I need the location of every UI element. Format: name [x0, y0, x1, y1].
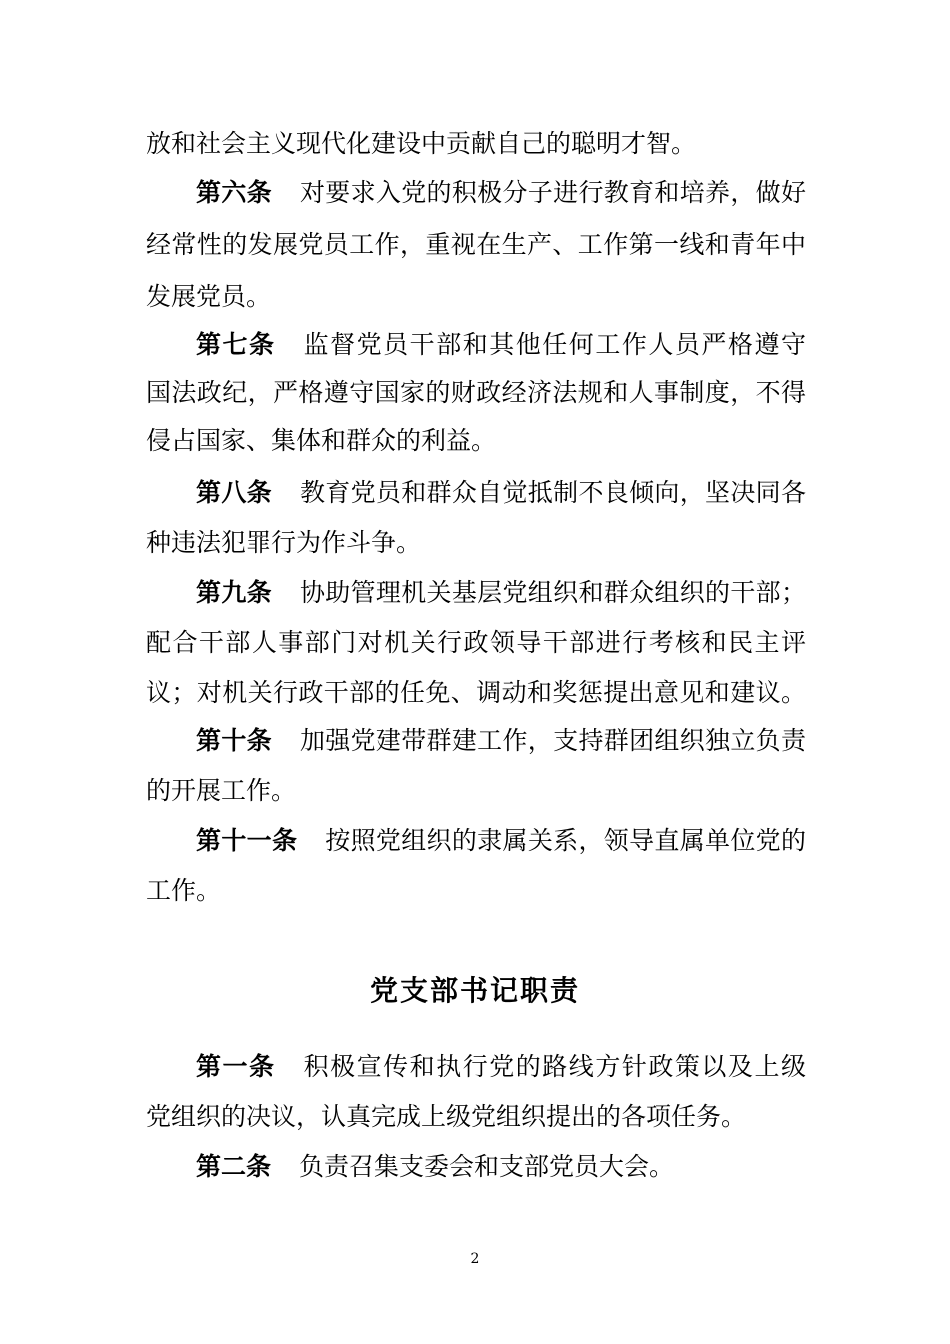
article-9-label: 第九条 — [196, 578, 272, 607]
continuation-line: 放和社会主义现代化建设中贡献自己的聪明才智。 — [146, 129, 697, 158]
article-6-line-2: 经常性的发展党员工作，重视在生产、工作第一线和青年中 — [146, 230, 806, 259]
article-10-label: 第十条 — [196, 726, 272, 755]
duty-2-line-1 — [196, 1150, 806, 1184]
article-8-text-1: 教育党员和群众自觉抵制不良倾向，坚决同各 — [299, 478, 806, 507]
article-6-text-1: 对要求入党的积极分子进行教育和培养，做好 — [299, 178, 806, 207]
article-10-text-1: 加强党建带群建工作，支持群团组织独立负责 — [299, 726, 806, 755]
duty-2-label: 第二条 — [196, 1152, 272, 1181]
page-number: 2 — [470, 1251, 480, 1267]
article-11-line-1 — [196, 824, 806, 858]
duty-1-line-2: 党组织的决议，认真完成上级党组织提出的各项任务。 — [146, 1102, 747, 1131]
section-title: 党支部书记职责 — [369, 974, 580, 1007]
duty-2-text-1: 负责召集支委会和支部党员大会。 — [299, 1152, 675, 1181]
duty-1-label: 第一条 — [196, 1052, 276, 1081]
article-9-line-2: 配合干部人事部门对机关行政领导干部进行考核和民主评 — [146, 628, 806, 657]
duty-1-line-1 — [196, 1050, 806, 1084]
article-9-text-1: 协助管理机关基层党组织和群众组织的干部； — [299, 578, 806, 607]
article-7-line-2: 国法政纪，严格遵守国家的财政经济法规和人事制度，不得 — [146, 378, 806, 407]
article-10-line-2: 的开展工作。 — [146, 776, 297, 805]
article-10-line-1 — [196, 724, 806, 758]
article-9-line-3: 议；对机关行政干部的任免、调动和奖惩提出意见和建议。 — [146, 678, 806, 707]
duty-1-text-1: 积极宣传和执行党的路线方针政策以及上级 — [303, 1052, 806, 1081]
article-8-line-2: 种违法犯罪行为作斗争。 — [146, 528, 422, 557]
article-7-text-1: 监督党员干部和其他任何工作人员严格遵守 — [303, 330, 806, 359]
article-11-label: 第十一条 — [196, 826, 298, 855]
article-11-text-1: 按照党组织的隶属关系，领导直属单位党的 — [325, 826, 806, 855]
article-8-label: 第八条 — [196, 478, 272, 507]
article-7-line-1 — [196, 328, 806, 362]
article-6-line-1 — [196, 176, 806, 210]
article-9-line-1 — [196, 576, 806, 610]
article-7-line-3: 侵占国家、集体和群众的利益。 — [146, 426, 497, 455]
article-6-line-3: 发展党员。 — [146, 282, 272, 311]
article-8-line-1 — [196, 476, 806, 510]
article-11-line-2: 工作。 — [146, 876, 222, 905]
article-7-label: 第七条 — [196, 330, 276, 359]
article-6-label: 第六条 — [196, 178, 272, 207]
